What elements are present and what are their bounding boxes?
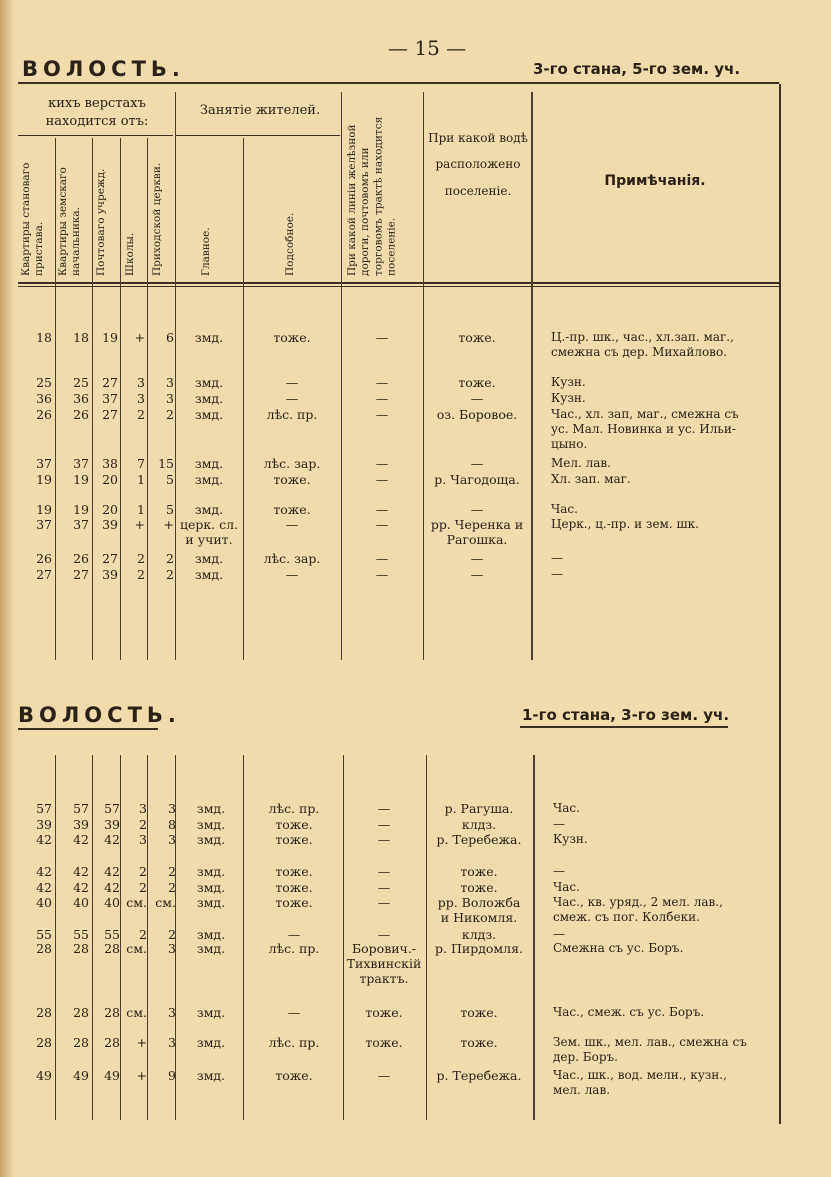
cell-note: Час., смеж. съ ус. Боръ. xyxy=(553,1005,705,1019)
cell-main: змд. xyxy=(196,1068,226,1083)
cell-a: 19 xyxy=(36,472,52,487)
cell-water: — xyxy=(470,456,484,471)
cell-a: 42 xyxy=(36,832,52,847)
cell-e: 2 xyxy=(166,551,174,566)
cell-d: + xyxy=(134,330,145,345)
cell-note: Час. xyxy=(553,880,580,894)
cell-water: — xyxy=(470,391,484,406)
cell-c: 19 xyxy=(102,330,118,345)
cell-main: змд. xyxy=(194,375,224,390)
cell-main: змд. xyxy=(194,456,224,471)
section2-title-rule xyxy=(18,728,158,730)
vline xyxy=(120,755,121,1120)
cell-main: змд. xyxy=(194,502,224,517)
cell-c: 39 xyxy=(104,817,120,832)
cell-road: тоже. xyxy=(365,1035,403,1050)
cell-e: 3 xyxy=(166,375,174,390)
cell-main: змд. xyxy=(194,567,224,582)
cell-main: змд. xyxy=(194,391,224,406)
cell-road: Борович.- Тихвинскій трактъ. xyxy=(346,941,422,986)
cell-main: змд. xyxy=(194,330,224,345)
col-header-post: Почтоваго учрежд. xyxy=(95,168,107,276)
cell-c: 42 xyxy=(104,832,120,847)
cell-main: змд. xyxy=(196,801,226,816)
section2-stan: 1-го стана, 3-го зем. уч. xyxy=(522,706,730,724)
cell-water: рр. Черенка и Рагошка. xyxy=(430,517,524,547)
cell-e: 3 xyxy=(166,391,174,406)
cell-e: см. xyxy=(155,895,176,910)
cell-a: 57 xyxy=(36,801,52,816)
cell-d: 1 xyxy=(137,472,145,487)
cell-c: 49 xyxy=(104,1068,120,1083)
cell-side: — xyxy=(285,375,299,390)
cell-water: — xyxy=(470,502,484,517)
cell-c: 39 xyxy=(102,517,118,532)
cell-e: 3 xyxy=(168,801,176,816)
cell-water: тоже. xyxy=(460,1005,498,1020)
cell-d: 2 xyxy=(139,864,147,879)
cell-b: 28 xyxy=(73,1005,89,1020)
cell-water: — xyxy=(470,567,484,582)
cell-road: — xyxy=(375,472,389,487)
cell-d: + xyxy=(136,1035,147,1050)
cell-e: 9 xyxy=(168,1068,176,1083)
cell-d: 1 xyxy=(137,502,145,517)
cell-b: 19 xyxy=(73,502,89,517)
cell-side: — xyxy=(287,927,301,942)
cell-d: 3 xyxy=(139,801,147,816)
cell-note: Зем. шк., мел. лав., смежна съ дер. Боръ. xyxy=(553,1035,747,1064)
cell-c: 42 xyxy=(104,864,120,879)
cell-road: — xyxy=(377,817,391,832)
col-header-occ-main: Главное. xyxy=(200,227,212,276)
cell-b: 37 xyxy=(73,456,89,471)
cell-road: — xyxy=(375,330,389,345)
cell-note: Час., кв. уряд., 2 мел. лав., смеж. съ пог. Колбеки. xyxy=(553,895,723,924)
cell-side: тоже. xyxy=(273,472,311,487)
occupation-group-rule xyxy=(176,135,340,136)
cell-note: Хл. зап. маг. xyxy=(551,472,631,486)
cell-note: — xyxy=(553,864,565,878)
cell-d: 2 xyxy=(139,880,147,895)
vline xyxy=(533,755,535,1120)
cell-road: — xyxy=(377,895,391,910)
cell-water: тоже. xyxy=(458,330,496,345)
cell-c: 38 xyxy=(102,456,118,471)
cell-e: 5 xyxy=(166,472,174,487)
cell-note: Час., хл. зап, маг., смежна съ ус. Мал. Новинка и ус. Ильи- цыно. xyxy=(551,407,739,451)
cell-b: 27 xyxy=(73,567,89,582)
cell-note: Час. xyxy=(553,801,580,815)
cell-road: тоже. xyxy=(365,1005,403,1020)
col-header-notes: Примѣчанія. xyxy=(604,173,706,189)
cell-road: — xyxy=(375,375,389,390)
cell-e: 3 xyxy=(168,832,176,847)
cell-side: лѣс. зар. xyxy=(263,456,321,471)
col-header-water: При какой водѣ расположено поселеніе. xyxy=(428,131,528,198)
cell-c: 28 xyxy=(104,941,120,956)
cell-d: см. xyxy=(126,1005,147,1020)
cell-road: — xyxy=(375,456,389,471)
cell-water: клдз. xyxy=(461,817,497,832)
cell-d: 2 xyxy=(139,817,147,832)
cell-a: 37 xyxy=(36,456,52,471)
cell-c: 37 xyxy=(102,391,118,406)
cell-e: 2 xyxy=(166,407,174,422)
cell-b: 49 xyxy=(73,1068,89,1083)
cell-road: — xyxy=(375,391,389,406)
header-bottom-rule-2 xyxy=(18,286,779,287)
cell-c: 42 xyxy=(104,880,120,895)
cell-road: — xyxy=(377,1068,391,1083)
cell-a: 40 xyxy=(36,895,52,910)
cell-a: 28 xyxy=(36,941,52,956)
distance-group-header: кихъ верстахъ находится отъ: xyxy=(45,96,149,129)
col-header-school: Школы. xyxy=(124,232,136,276)
cell-main: змд. xyxy=(196,941,226,956)
cell-b: 26 xyxy=(73,407,89,422)
cell-main: змд. xyxy=(196,832,226,847)
page-number: — 15 — xyxy=(388,36,467,60)
cell-b: 55 xyxy=(73,927,89,942)
cell-b: 42 xyxy=(73,864,89,879)
cell-main: змд. xyxy=(194,551,224,566)
cell-d: см. xyxy=(126,941,147,956)
cell-main: змд. xyxy=(196,927,226,942)
cell-c: 20 xyxy=(102,472,118,487)
cell-a: 55 xyxy=(36,927,52,942)
cell-note: Церк., ц.-пр. и зем. шк. xyxy=(551,517,699,531)
cell-e: 2 xyxy=(168,927,176,942)
vline xyxy=(92,755,93,1120)
occupation-group-header: Занятіе жителей. xyxy=(199,103,321,118)
cell-side: тоже. xyxy=(275,880,313,895)
cell-a: 26 xyxy=(36,551,52,566)
cell-a: 37 xyxy=(36,517,52,532)
cell-water: р. Чагодоща. xyxy=(434,472,520,487)
vline xyxy=(147,755,148,1120)
cell-d: 2 xyxy=(137,551,145,566)
cell-note: Ц.-пр. шк., час., хл.зап. маг., смежна съ дер. Михайлово. xyxy=(551,330,734,359)
col-header-occ-side: Подсобное. xyxy=(284,212,296,276)
col-header-road: При какой линіи желѣзной дороги, почтовомъ или торговомъ трактѣ находится поселеніе. xyxy=(346,116,398,276)
cell-b: 25 xyxy=(73,375,89,390)
cell-e: 3 xyxy=(168,941,176,956)
header-bottom-rule xyxy=(18,282,779,284)
cell-water: р. Теребежа. xyxy=(436,1068,522,1083)
cell-side: тоже. xyxy=(275,895,313,910)
cell-note: — xyxy=(553,817,565,831)
cell-d: + xyxy=(136,1068,147,1083)
cell-a: 28 xyxy=(36,1005,52,1020)
cell-main: змд. xyxy=(196,880,226,895)
cell-water: оз. Боровое. xyxy=(436,407,518,422)
cell-water: клдз. xyxy=(461,927,497,942)
cell-e: 2 xyxy=(168,880,176,895)
cell-note: Час. xyxy=(551,502,578,516)
cell-note: — xyxy=(551,567,563,581)
cell-b: 42 xyxy=(73,832,89,847)
cell-e: 3 xyxy=(168,1035,176,1050)
cell-water: рр. Воложба и Никомля. xyxy=(437,895,521,925)
distance-group-rule xyxy=(18,135,173,136)
cell-d: 7 xyxy=(137,456,145,471)
cell-water: р. Пирдомля. xyxy=(435,941,523,956)
cell-main: змд. xyxy=(196,895,226,910)
cell-side: — xyxy=(285,391,299,406)
cell-side: лѣс. зар. xyxy=(263,551,321,566)
cell-d: 2 xyxy=(137,407,145,422)
cell-b: 37 xyxy=(73,517,89,532)
cell-road: — xyxy=(377,880,391,895)
cell-water: тоже. xyxy=(458,375,496,390)
cell-road: — xyxy=(377,801,391,816)
cell-side: тоже. xyxy=(273,502,311,517)
cell-c: 27 xyxy=(102,551,118,566)
cell-a: 25 xyxy=(36,375,52,390)
cell-d: 3 xyxy=(137,375,145,390)
cell-road: — xyxy=(375,407,389,422)
cell-e: 6 xyxy=(166,330,174,345)
cell-e: 8 xyxy=(168,817,176,832)
cell-side: лѣс. пр. xyxy=(268,1035,320,1050)
cell-c: 20 xyxy=(102,502,118,517)
cell-main: змд. xyxy=(194,407,224,422)
cell-road: — xyxy=(377,832,391,847)
right-border xyxy=(779,84,781,1124)
cell-side: тоже. xyxy=(275,817,313,832)
cell-a: 26 xyxy=(36,407,52,422)
cell-a: 18 xyxy=(36,330,52,345)
cell-d: 2 xyxy=(139,927,147,942)
cell-side: — xyxy=(285,567,299,582)
cell-b: 57 xyxy=(73,801,89,816)
cell-water: тоже. xyxy=(460,880,498,895)
vline xyxy=(531,92,533,660)
cell-main: змд. xyxy=(196,1035,226,1050)
cell-road: — xyxy=(375,567,389,582)
cell-d: 3 xyxy=(137,391,145,406)
cell-water: р. Теребежа. xyxy=(436,832,522,847)
cell-c: 27 xyxy=(102,375,118,390)
cell-side: лѣс. пр. xyxy=(268,801,320,816)
cell-note: Кузн. xyxy=(551,375,586,389)
cell-side: тоже. xyxy=(275,1068,313,1083)
cell-d: + xyxy=(134,517,145,532)
cell-side: лѣс. пр. xyxy=(268,941,320,956)
cell-c: 28 xyxy=(104,1005,120,1020)
cell-note: — xyxy=(551,551,563,565)
cell-d: см. xyxy=(126,895,147,910)
section1-stan: 3-го стана, 5-го зем. уч. xyxy=(533,60,741,78)
cell-b: 28 xyxy=(73,941,89,956)
cell-main: змд. xyxy=(196,1005,226,1020)
cell-b: 39 xyxy=(73,817,89,832)
cell-main: змд. xyxy=(194,472,224,487)
top-rule xyxy=(18,82,779,84)
cell-road: — xyxy=(375,551,389,566)
cell-note: Мел. лав. xyxy=(551,456,611,470)
cell-c: 40 xyxy=(104,895,120,910)
cell-e: 2 xyxy=(166,567,174,582)
cell-b: 40 xyxy=(73,895,89,910)
cell-a: 42 xyxy=(36,880,52,895)
cell-road: — xyxy=(375,517,389,532)
cell-side: тоже. xyxy=(273,330,311,345)
col-header-zemsky: Квартиры земскаго начальника. xyxy=(57,167,83,276)
cell-side: тоже. xyxy=(275,832,313,847)
page-edge-shadow xyxy=(0,0,14,1177)
cell-e: + xyxy=(163,517,174,532)
cell-main: змд. xyxy=(196,864,226,879)
cell-d: 2 xyxy=(137,567,145,582)
cell-note: — xyxy=(553,927,565,941)
cell-note: Кузн. xyxy=(553,832,588,846)
cell-water: — xyxy=(470,551,484,566)
cell-water: тоже. xyxy=(460,1035,498,1050)
section2-title: ВОЛОСТЬ. xyxy=(18,703,181,727)
cell-c: 57 xyxy=(104,801,120,816)
cell-e: 15 xyxy=(158,456,174,471)
cell-side: — xyxy=(285,517,299,532)
cell-note: Кузн. xyxy=(551,391,586,405)
cell-road: — xyxy=(375,502,389,517)
cell-main: змд. xyxy=(196,817,226,832)
cell-e: 2 xyxy=(168,864,176,879)
cell-b: 19 xyxy=(73,472,89,487)
col-header-church: Приходской церкви. xyxy=(151,162,163,276)
cell-water: р. Рагуша. xyxy=(444,801,514,816)
cell-water: тоже. xyxy=(460,864,498,879)
cell-side: лѣс. пр. xyxy=(266,407,318,422)
cell-d: 3 xyxy=(139,832,147,847)
cell-note: Смежна съ ус. Боръ. xyxy=(553,941,684,955)
cell-a: 36 xyxy=(36,391,52,406)
cell-b: 42 xyxy=(73,880,89,895)
cell-b: 28 xyxy=(73,1035,89,1050)
section2-stan-rule xyxy=(520,726,728,728)
section1-title: ВОЛОСТЬ. xyxy=(22,57,185,81)
cell-road: — xyxy=(377,927,391,942)
cell-c: 39 xyxy=(102,567,118,582)
cell-c: 55 xyxy=(104,927,120,942)
cell-b: 36 xyxy=(73,391,89,406)
cell-side: — xyxy=(287,1005,301,1020)
cell-a: 28 xyxy=(36,1035,52,1050)
cell-a: 39 xyxy=(36,817,52,832)
cell-b: 26 xyxy=(73,551,89,566)
cell-main: церк. сл. и учит. xyxy=(179,517,239,547)
cell-c: 27 xyxy=(102,407,118,422)
cell-a: 27 xyxy=(36,567,52,582)
cell-e: 3 xyxy=(168,1005,176,1020)
col-header-stanovoy: Квартиры становаго пристава. xyxy=(20,162,46,276)
cell-a: 49 xyxy=(36,1068,52,1083)
cell-road: — xyxy=(377,864,391,879)
cell-a: 19 xyxy=(36,502,52,517)
cell-side: тоже. xyxy=(275,864,313,879)
cell-note: Час., шк., вод. мелн., кузн., мел. лав. xyxy=(553,1068,727,1097)
cell-a: 42 xyxy=(36,864,52,879)
cell-b: 18 xyxy=(73,330,89,345)
cell-e: 5 xyxy=(166,502,174,517)
cell-c: 28 xyxy=(104,1035,120,1050)
